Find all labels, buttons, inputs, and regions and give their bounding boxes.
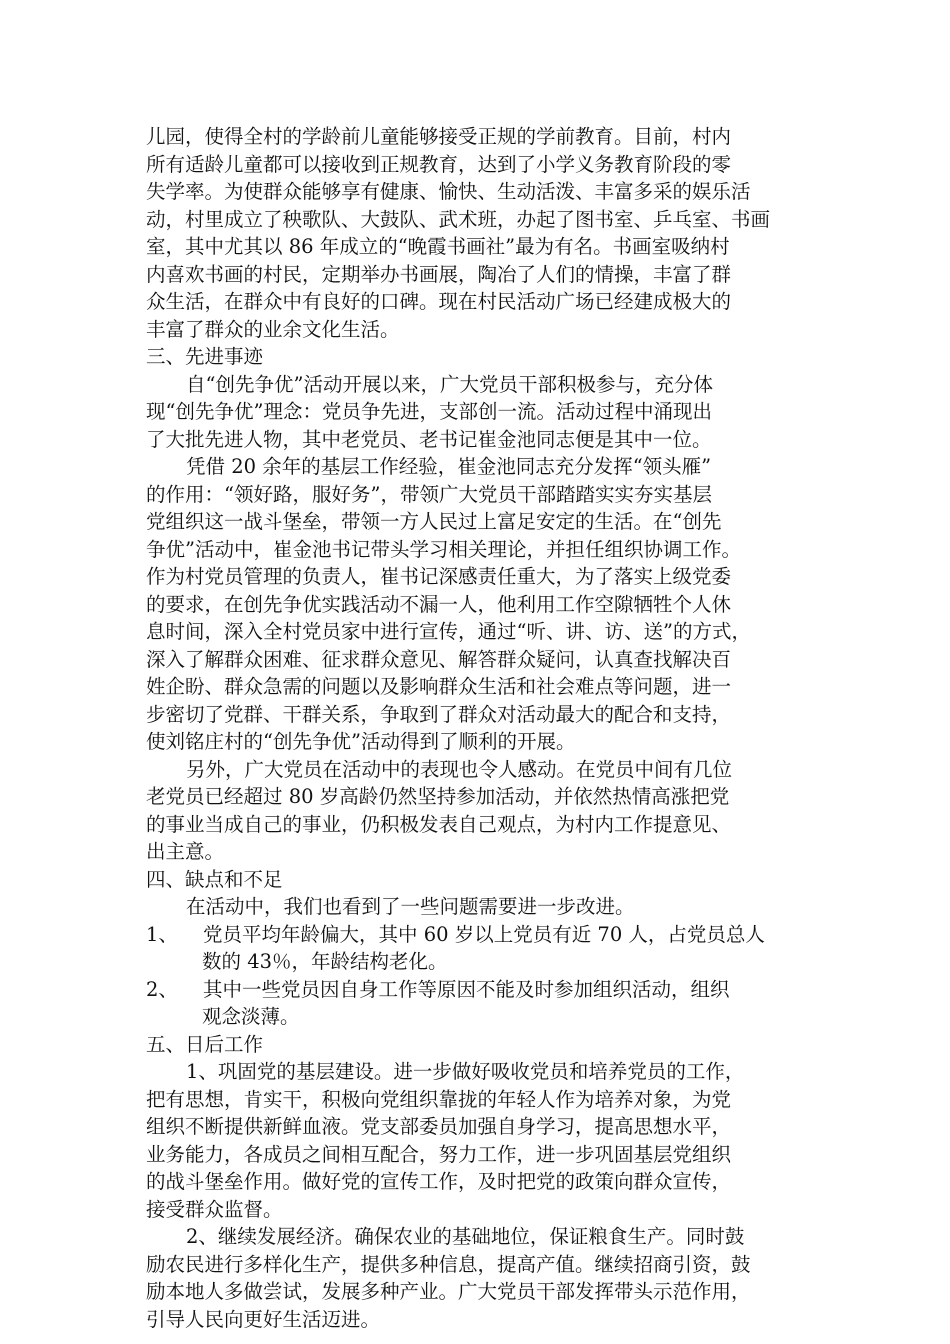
paragraph-line: 的要求，在创先争优实践活动不漏一人，他利用工作空隙牺牲个人休	[146, 592, 732, 616]
paragraph-line: 争优”活动中，崔金池书记带头学习相关理论，并担任组织协调工作。	[146, 537, 741, 561]
paragraph-line: 所有适龄儿童都可以接收到正规教育，达到了小学义务教育阶段的零	[146, 152, 732, 176]
section-heading: 五、日后工作	[146, 1032, 264, 1056]
paragraph-line: 内喜欢书画的村民，定期举办书画展，陶冶了人们的情操，丰富了群	[146, 262, 732, 286]
paragraph-line: 深入了解群众困难、征求群众意见、解答群众疑问，认真查找解决百	[146, 647, 732, 671]
paragraph-line: 引导人民向更好生活迈进。	[146, 1307, 381, 1331]
numbered-item-continuation: 数的 43％，年龄结构老化。	[202, 950, 448, 973]
paragraph-first-line: 凭借 20 余年的基层工作经验，崔金池同志充分发挥“领头雁”	[186, 455, 712, 478]
item-text: 其中一些党员因自身工作等原因不能及时参加组织活动，组织	[203, 977, 730, 1001]
paragraph-line: 息时间，深入全村党员家中进行宣传，通过“听、讲、访、送”的方式，	[146, 620, 751, 643]
paragraph-first-line: 2、继续发展经济。确保农业的基础地位，保证粮食生产。同时鼓	[186, 1225, 745, 1248]
paragraph-line: 的作用：“领好路，服好务”，带领广大党员干部踏踏实实夯实基层	[146, 482, 712, 506]
paragraph-line: 室，其中尤其以 86 年成立的“晚霞书画社”最为有名。书画室吸纳村	[146, 235, 730, 258]
paragraph-line: 丰富了群众的业余文化生活。	[146, 317, 400, 341]
section-heading: 三、先进事迹	[146, 345, 264, 368]
paragraph-first-line: 自“创先争优”活动开展以来，广大党员干部积极参与，充分体	[186, 372, 713, 396]
item-text: 党员平均年龄偏大，其中 60 岁以上党员有近 70 人，占党员总人	[203, 922, 765, 946]
paragraph-line: 了大批先进人物，其中老党员、老书记崔金池同志便是其中一位。	[146, 427, 712, 451]
paragraph-first-line: 1、巩固党的基层建设。进一步做好吸收党员和培养党员的工作，	[186, 1060, 745, 1083]
paragraph-line: 接受群众监督。	[146, 1197, 283, 1221]
paragraph-line: 姓企盼、群众急需的问题以及影响群众生活和社会难点等问题，进一	[146, 675, 732, 698]
numbered-item	[146, 921, 816, 949]
paragraph-line: 党组织这一战斗堡垒，带领一方人民过上富足安定的生活。在“创先	[146, 510, 722, 533]
paragraph-line: 作为村党员管理的负责人，崔书记深感责任重大，为了落实上级党委	[146, 565, 732, 588]
paragraph-line: 组织不断提供新鲜血液。党支部委员加强自身学习，提高思想水平，	[146, 1115, 732, 1138]
item-number: 2、	[146, 977, 178, 1001]
paragraph-line: 老党员已经超过 80 岁高龄仍然坚持参加活动，并依然热情高涨把党	[146, 785, 730, 808]
paragraph-line: 众生活，在群众中有良好的口碑。现在村民活动广场已经建成极大的	[146, 290, 732, 313]
paragraph-first-line: 另外，广大党员在活动中的表现也令人感动。在党员中间有几位	[186, 757, 733, 781]
paragraph-line: 的战斗堡垒作用。做好党的宣传工作，及时把党的政策向群众宣传，	[146, 1170, 732, 1193]
paragraph-line: 励本地人多做尝试，发展多种产业。广大党员干部发挥带头示范作用，	[146, 1280, 751, 1303]
document-body	[146, 123, 816, 1333]
paragraph-line: 动，村里成立了秧歌队、大鼓队、武术班，办起了图书室、乒乓室、书画	[146, 207, 771, 231]
numbered-item	[146, 976, 816, 1004]
paragraph-line: 步密切了党群、干群关系，争取到了群众对活动最大的配合和支持，	[146, 702, 732, 726]
paragraph-line: 业务能力，各成员之间相互配合，努力工作，进一步巩固基层党组织	[146, 1142, 732, 1166]
paragraph-line: 儿园，使得全村的学龄前儿童能够接受正规的学前教育。目前，村内	[146, 125, 732, 148]
paragraph-line: 现“创先争优”理念：党员争先进，支部创一流。活动过程中涌现出	[146, 400, 712, 423]
numbered-item-continuation: 观念淡薄。	[202, 1005, 300, 1028]
paragraph-line: 失学率。为使群众能够享有健康、愉快、生动活泼、丰富多采的娱乐活	[146, 180, 751, 203]
section-heading: 四、缺点和不足	[146, 867, 283, 891]
paragraph-line: 的事业当成自己的事业，仍积极发表自己观点，为村内工作提意见、	[146, 812, 732, 836]
paragraph-line: 励农民进行多样化生产，提供多种信息，提高产值。继续招商引资，鼓	[146, 1252, 751, 1276]
paragraph-line: 使刘铭庄村的“创先争优”活动得到了顺利的开展。	[146, 730, 576, 753]
paragraph-first-line: 在活动中，我们也看到了一些问题需要进一步改进。	[186, 895, 635, 918]
item-number: 1、	[146, 922, 178, 946]
paragraph-line: 出主意。	[146, 840, 225, 863]
paragraph-line: 把有思想，肯实干，积极向党组织靠拢的年轻人作为培养对象，为党	[146, 1087, 732, 1111]
